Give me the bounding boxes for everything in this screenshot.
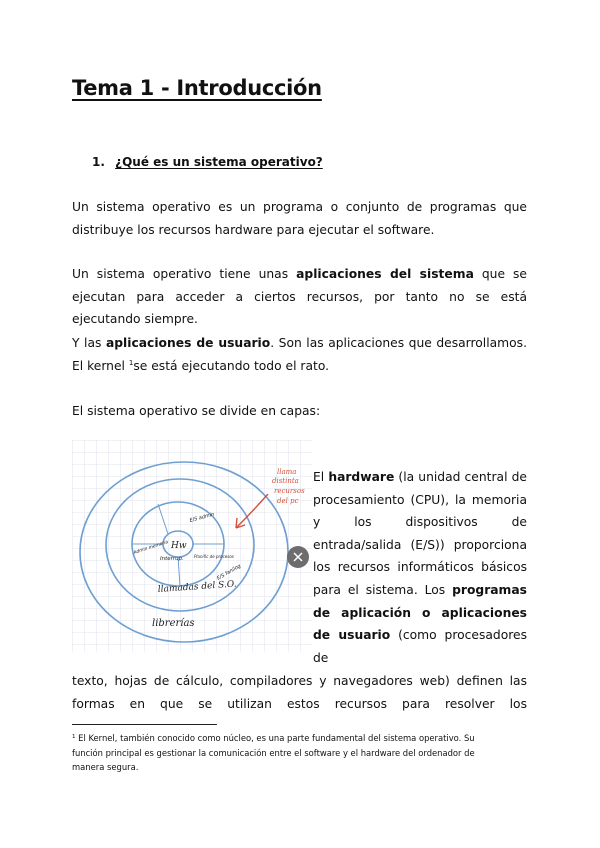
page-title: Tema 1 - Introducción [72,76,322,100]
label-interrupts: Interrup. [160,556,184,562]
paragraph-hardware-continued: texto, hojas de cálculo, compiladores y navegadores web) definen las formas en que se utilizan estos recursos para resolver los [72,674,527,711]
image-action-icon[interactable] [287,546,309,568]
layers-diagram [72,440,312,652]
term-application-programs: programas de aplicación o aplicaciones de usuario [313,582,527,643]
section-heading [92,155,323,169]
label-hw: Hw [171,541,187,551]
footnote-text: El Kernel, también conocido como núcleo, es una parte fundamental del sistema operativo. Su función principal es gestionar la comunicación entre el software y el hardware del ordenador de manera segura. [72,733,475,772]
section-number: 1. [92,155,105,169]
footnote-number: 1 [72,734,76,740]
footnote [72,731,492,775]
paragraph-hardware: El hardware (la unidad central de procesamiento (CPU), la memoria y los dispositivos de entrada/salida (E/S)) proporciona los recursos informáticos básicos para el sistema. Los programas de aplicación o aplicaciones de usuario (como procesadores de [313,470,528,665]
term-hardware: hardware [328,470,395,484]
annotation-line-3: recursos [274,487,305,495]
footnote-ref[interactable]: 1 [128,358,134,367]
label-libraries: librerías [152,618,195,629]
paragraph-definition: Un sistema operativo es un programa o conjunto de programas que distribuye los recursos hardware para ejecutar el software. [72,200,527,237]
term-user-apps: aplicaciones de usuario [105,336,271,350]
label-scheduler: Planific de procesos [194,554,234,559]
annotation-line-4: del pc [277,497,299,505]
annotation-line-1: llama [277,468,297,476]
term-system-apps: aplicaciones del sistema [296,267,474,281]
label-syscalls: llamadas del S.O. [157,579,237,595]
footnote-separator [72,724,217,725]
section-title: ¿Qué es un sistema operativo? [115,155,323,169]
annotation-line-2: distinta [272,477,299,485]
label-io: E/S admin [188,511,215,524]
paragraph-system-apps: Un sistema operativo tiene unas aplicaciones del sistema que se ejecutan para acceder a ciertos recursos, por tanto no se está ejecutando siempre. [72,267,527,327]
label-io-small: E/S fanilog [216,563,243,582]
label-memory: Admin memoria [133,540,169,556]
paragraph-user-apps: Y las aplicaciones de usuario. Son las aplicaciones que desarrollamos. El kernel $^1$se está ejecutando todo el rato. [72,336,527,373]
paragraph-layers: El sistema operativo se divide en capas: [72,404,321,418]
